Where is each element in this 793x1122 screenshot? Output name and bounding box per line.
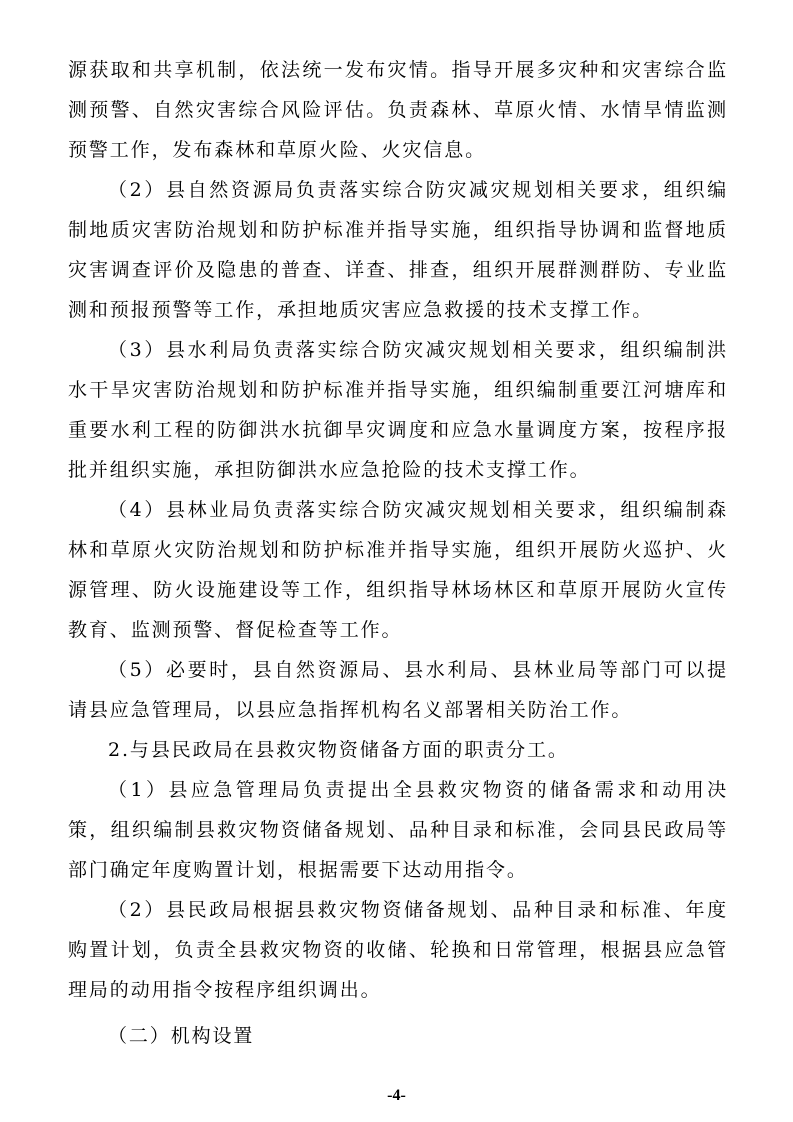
paragraph-item-3-water-resources: （3）县水利局负责落实综合防灾减灾规划相关要求，组织编制洪水干旱灾害防治规划和防护标准并指导实施，组织编制重要江河塘库和重要水利工程的防御洪水抗御旱灾调度和应急水量调度方案，按程序报批并组织实施，承担防御洪水应急抢险的技术支撑工作。: [68, 339, 728, 481]
paragraph-item-1-emergency-management: （1）县应急管理局负责提出全县救灾物资的储备需求和动用决策，组织编制县救灾物资储备规划、品种目录和标准，会同县民政局等部门确定年度购置计划，根据需要下达动用指令。: [68, 779, 728, 881]
paragraph-item-2-civil-affairs: （2）县民政局根据县救灾物资储备规划、品种目录和标准、年度购置计划，负责全县救灾物资的收储、轮换和日常管理，根据县应急管理局的动用指令按程序组织调出。: [68, 899, 728, 1001]
paragraph-item-5-when-necessary: （5）必要时，县自然资源局、县水利局、县林业局等部门可以提请县应急管理局，以县应急指挥机构名义部署相关防治工作。: [68, 659, 728, 721]
document-body: [68, 50, 728, 1056]
paragraph-section-2-title: 2.与县民政局在县救灾物资储备方面的职责分工。: [108, 739, 569, 761]
paragraph-item-2-natural-resources: （2）县自然资源局负责落实综合防灾减灾规划相关要求，组织编制地质灾害防治规划和防护标准并指导实施，组织指导协调和监督地质灾害调查评价及隐患的普查、详查、排查，组织开展群测群防、专业监测和预报预警等工作，承担地质灾害应急救援的技术支撑工作。: [68, 179, 728, 321]
section-heading: （二）机构设置: [108, 1025, 255, 1047]
paragraph-continuation: 源获取和共享机制，依法统一发布灾情。指导开展多灾种和灾害综合监测预警、自然灾害综合风险评估。负责森林、草原火情、水情旱情监测预警工作，发布森林和草原火险、火灾信息。: [68, 59, 728, 161]
paragraph-item-4-forestry: （4）县林业局负责落实综合防灾减灾规划相关要求，组织编制森林和草原火灾防治规划和防护标准并指导实施，组织开展防火巡护、火源管理、防火设施建设等工作，组织指导林场林区和草原开展防火宣传教育、监测预警、督促检查等工作。: [68, 499, 728, 641]
page-number: -4-: [387, 1087, 406, 1104]
